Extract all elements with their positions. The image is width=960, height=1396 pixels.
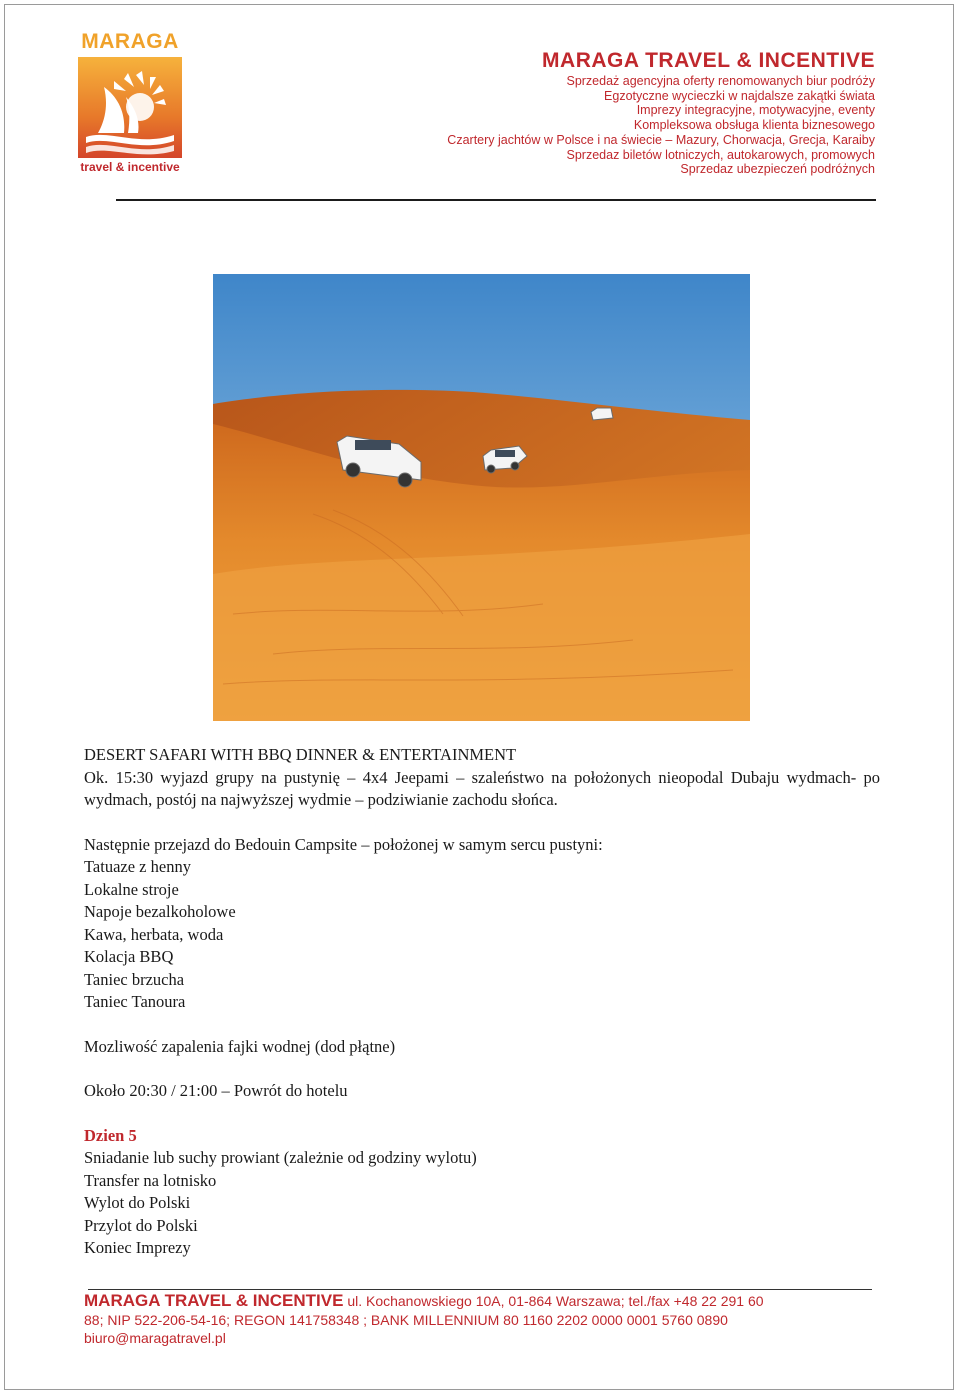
service-line: Sprzedaz ubezpieczeń podróżnych — [680, 162, 875, 177]
service-line: Kompleksowa obsługa klienta biznesowego — [633, 118, 875, 133]
intro-paragraph: Ok. 15:30 wyjazd grupy na pustynię – 4x4 Jeepami – szaleństwo na położonych nieopodal Dubaju wydmach- po wydmach, postój na najwyższej wydmie – podziwianie zachodu słońca. — [84, 767, 880, 809]
list-item: Taniec brzucha — [84, 969, 185, 989]
list-item: Sniadanie lub suchy prowiant (zależnie od godziny wylotu) — [84, 1148, 477, 1167]
list-item: Taniec Tanoura — [84, 992, 186, 1011]
header-info — [447, 48, 875, 177]
sun-sail-emblem-icon — [78, 57, 182, 158]
service-line: Egzotyczne wycieczki w najdalsze zakątki świata — [604, 88, 875, 103]
logo-tagline: travel & incentive — [80, 160, 180, 174]
list-item: Koniec Imprezy — [84, 1238, 191, 1257]
shisha-note: Mozliwość zapalenia fajki wodnej (dod płątne) — [84, 1036, 396, 1056]
campsite-paragraph: Następnie przejazd do Bedouin Campsite – położonej w samym sercu pustyni: — [84, 834, 603, 854]
footer-email[interactable]: biuro@maragatravel.pl — [84, 1330, 226, 1346]
footer-company: MARAGA TRAVEL & INCENTIVE — [84, 1291, 344, 1310]
list-item: Transfer na lotnisko — [84, 1170, 217, 1190]
jeep-3 — [591, 408, 613, 420]
company-name: MARAGA TRAVEL & INCENTIVE — [542, 49, 875, 72]
list-item: Kawa, herbata, woda — [84, 924, 224, 944]
list-item: Wylot do Polski — [84, 1193, 191, 1212]
service-line: Imprezy integracyjne, motywacyjne, eventy — [636, 103, 875, 118]
list-item: Tatuaze z henny — [84, 857, 191, 876]
return-note: Około 20:30 / 21:00 – Powrót do hotelu — [84, 1081, 348, 1100]
section-title: DESERT SAFARI WITH BBQ DINNER & ENTERTAINMENT — [84, 745, 517, 764]
service-line: Sprzedaz biletów lotniczych, autokarowych, promowych — [566, 147, 875, 162]
service-line: Czartery jachtów w Polsce i na świecie – Mazury, Chorwacja, Grecja, Karaiby — [447, 132, 875, 147]
logo-title: MARAGA — [81, 30, 179, 53]
list-item: Kolacja BBQ — [84, 947, 174, 966]
service-line: Sprzedaż agencyjna oferty renomowanych biur podróży — [566, 74, 875, 88]
itinerary-content — [84, 744, 880, 1260]
maraga-logo — [74, 30, 186, 178]
header-divider — [116, 199, 876, 201]
services-list — [447, 74, 875, 177]
list-item: Przylot do Polski — [84, 1215, 198, 1235]
footer-divider — [88, 1289, 872, 1290]
day-heading: Dzien 5 — [84, 1125, 137, 1145]
footer-address-1: ul. Kochanowskiego 10A, 01-864 Warszawa; tel./fax +48 22 291 60 — [347, 1293, 764, 1309]
list-item: Lokalne stroje — [84, 879, 179, 899]
footer-address-2: 88; NIP 522-206-54-16; REGON 141758348 ; BANK MILLENNIUM 80 1160 2202 0000 0001 5760 0890 — [84, 1311, 728, 1328]
desert-safari-photo — [213, 274, 750, 721]
footer — [84, 1292, 884, 1348]
list-item: Napoje bezalkoholowe — [84, 902, 236, 921]
